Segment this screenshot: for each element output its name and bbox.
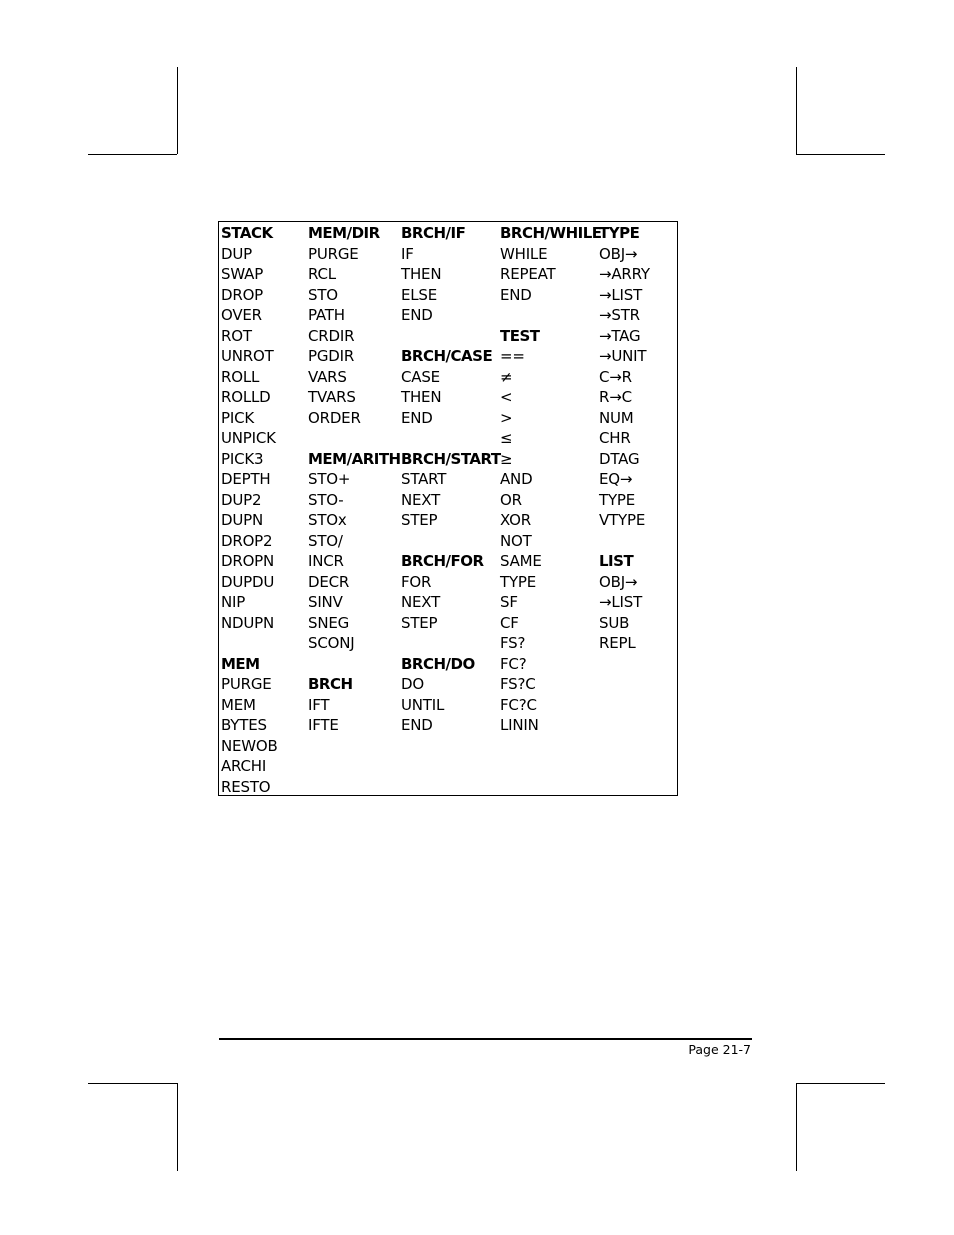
command-name: SAME xyxy=(500,552,542,570)
command-name: < xyxy=(500,388,513,406)
command-name: SINV xyxy=(308,593,343,611)
command-name: STEP xyxy=(401,613,438,632)
command-name: CASE xyxy=(401,367,440,386)
command-name: SWAP xyxy=(221,265,264,283)
command-name: →TAG xyxy=(599,326,641,345)
command-name: DECR xyxy=(308,572,350,591)
command-name: R→C xyxy=(599,388,632,406)
command-name: DUPN xyxy=(221,511,263,529)
command-name: DROP xyxy=(221,285,264,304)
command-name: BYTES xyxy=(221,716,267,734)
command-name: OVER xyxy=(221,306,262,324)
command-name: →LIST xyxy=(599,285,643,304)
page-number: Page 21-7 xyxy=(688,1042,751,1057)
command-name: DROP2 xyxy=(221,531,273,550)
command-name: →UNIT xyxy=(599,347,647,365)
menu-heading: BRCH/CASE xyxy=(401,347,493,365)
menu-heading: TYPE xyxy=(599,224,640,242)
menu-heading: BRCH/IF xyxy=(401,224,466,242)
crop-mark-top-right-vertical xyxy=(796,67,797,154)
crop-mark-bottom-right-vertical xyxy=(796,1083,797,1171)
menu-heading: STACK xyxy=(221,224,273,242)
command-name: OR xyxy=(500,490,522,509)
command-name: STO- xyxy=(308,490,344,509)
command-name: END xyxy=(401,408,433,427)
command-name: END xyxy=(500,285,532,304)
command-name: END xyxy=(401,716,433,734)
command-name: SNEG xyxy=(308,613,350,632)
crop-mark-bottom-left-vertical xyxy=(177,1083,178,1171)
command-name: SF xyxy=(500,593,518,611)
command-name: REPEAT xyxy=(500,265,556,283)
command-name: NUM xyxy=(599,408,634,427)
command-name: TYPE xyxy=(599,490,636,509)
command-name: DUP xyxy=(221,244,252,263)
command-name: DUPDU xyxy=(221,572,275,591)
command-name: START xyxy=(401,470,447,488)
command-name: THEN xyxy=(401,265,442,283)
command-name: REPL xyxy=(599,634,636,652)
command-name: ROT xyxy=(221,326,252,345)
command-name: VTYPE xyxy=(599,511,646,529)
command-name: RESTO xyxy=(221,777,271,796)
command-name: MEM xyxy=(221,695,256,714)
command-name: ≠ xyxy=(500,367,513,386)
command-name: PICK xyxy=(221,408,254,427)
command-name: NEXT xyxy=(401,593,441,611)
command-name: INCR xyxy=(308,552,344,570)
command-name: C→R xyxy=(599,367,632,386)
command-name: WHILE xyxy=(500,244,548,263)
command-name: PURGE xyxy=(221,675,272,693)
command-name: NIP xyxy=(221,593,246,611)
command-name: UNTIL xyxy=(401,695,445,714)
command-name: TYPE xyxy=(500,572,537,591)
command-name: UNROT xyxy=(221,347,274,365)
command-name: > xyxy=(500,408,513,427)
command-name: →STR xyxy=(599,306,640,324)
command-name: ARCHI xyxy=(221,757,267,775)
command-name: ORDER xyxy=(308,408,361,427)
command-menu-table xyxy=(218,221,678,796)
command-name: ≥ xyxy=(500,449,513,468)
menu-heading: BRCH/WHILE xyxy=(500,224,602,242)
command-name: PATH xyxy=(308,306,345,324)
crop-mark-bottom-right-horizontal xyxy=(796,1083,885,1084)
menu-heading: BRCH/START xyxy=(401,449,501,468)
menu-heading: BRCH/FOR xyxy=(401,552,484,570)
menu-heading: MEM xyxy=(221,654,260,673)
command-name: LININ xyxy=(500,716,539,734)
command-name: OBJ→ xyxy=(599,244,638,263)
command-name: PURGE xyxy=(308,244,359,263)
command-name: VARS xyxy=(308,367,347,386)
command-name: STO/ xyxy=(308,531,343,550)
menu-heading: MEM/DIR xyxy=(308,224,380,242)
command-name: CHR xyxy=(599,429,631,447)
command-name: DEPTH xyxy=(221,470,271,488)
command-name: DTAG xyxy=(599,449,640,468)
command-name: DUP2 xyxy=(221,490,262,509)
command-name: ELSE xyxy=(401,285,438,304)
command-name: ROLLD xyxy=(221,388,271,406)
command-name: STO+ xyxy=(308,470,351,488)
menu-heading: TEST xyxy=(500,326,540,345)
command-name: THEN xyxy=(401,388,442,406)
command-name: FC? xyxy=(500,654,527,673)
command-name: →LIST xyxy=(599,593,643,611)
command-name: RCL xyxy=(308,265,336,283)
command-name: PICK3 xyxy=(221,449,264,468)
crop-mark-top-right-horizontal xyxy=(796,154,885,155)
command-name: UNPICK xyxy=(221,429,276,447)
footer-rule xyxy=(219,1038,752,1040)
crop-mark-top-left-vertical xyxy=(177,67,178,154)
command-name: DO xyxy=(401,675,424,693)
command-name: CF xyxy=(500,613,519,632)
command-name: →ARRY xyxy=(599,265,650,283)
menu-heading: BRCH xyxy=(308,675,353,693)
command-name: TVARS xyxy=(308,388,356,406)
command-name: EQ→ xyxy=(599,470,633,488)
command-name: IF xyxy=(401,244,414,263)
command-name: OBJ→ xyxy=(599,572,638,591)
command-name: STO xyxy=(308,285,338,304)
crop-mark-bottom-left-horizontal xyxy=(88,1083,177,1084)
command-name: XOR xyxy=(500,511,531,529)
command-name: NOT xyxy=(500,531,532,550)
command-name: == xyxy=(500,347,525,365)
command-name: FS? xyxy=(500,634,526,652)
command-name: NEWOB xyxy=(221,736,278,755)
crop-mark-top-left-horizontal xyxy=(88,154,177,155)
command-name: DROPN xyxy=(221,552,275,570)
command-name: STEP xyxy=(401,511,438,529)
command-name: STOx xyxy=(308,511,347,529)
command-name: ROLL xyxy=(221,367,260,386)
command-name: END xyxy=(401,306,433,324)
command-name: NEXT xyxy=(401,490,441,509)
menu-heading: LIST xyxy=(599,552,634,570)
command-name: ≤ xyxy=(500,429,513,447)
command-name: FS?C xyxy=(500,675,536,693)
command-name: NDUPN xyxy=(221,613,275,632)
command-name: SCONJ xyxy=(308,634,355,652)
command-name: PGDIR xyxy=(308,347,355,365)
menu-heading: MEM/ARITH xyxy=(308,449,401,468)
command-name: FOR xyxy=(401,572,432,591)
command-name: IFT xyxy=(308,695,330,714)
command-name: FC?C xyxy=(500,695,537,714)
command-name: IFTE xyxy=(308,716,339,734)
command-name: CRDIR xyxy=(308,326,355,345)
command-name: AND xyxy=(500,470,533,488)
menu-heading: BRCH/DO xyxy=(401,654,475,673)
command-name: SUB xyxy=(599,613,630,632)
